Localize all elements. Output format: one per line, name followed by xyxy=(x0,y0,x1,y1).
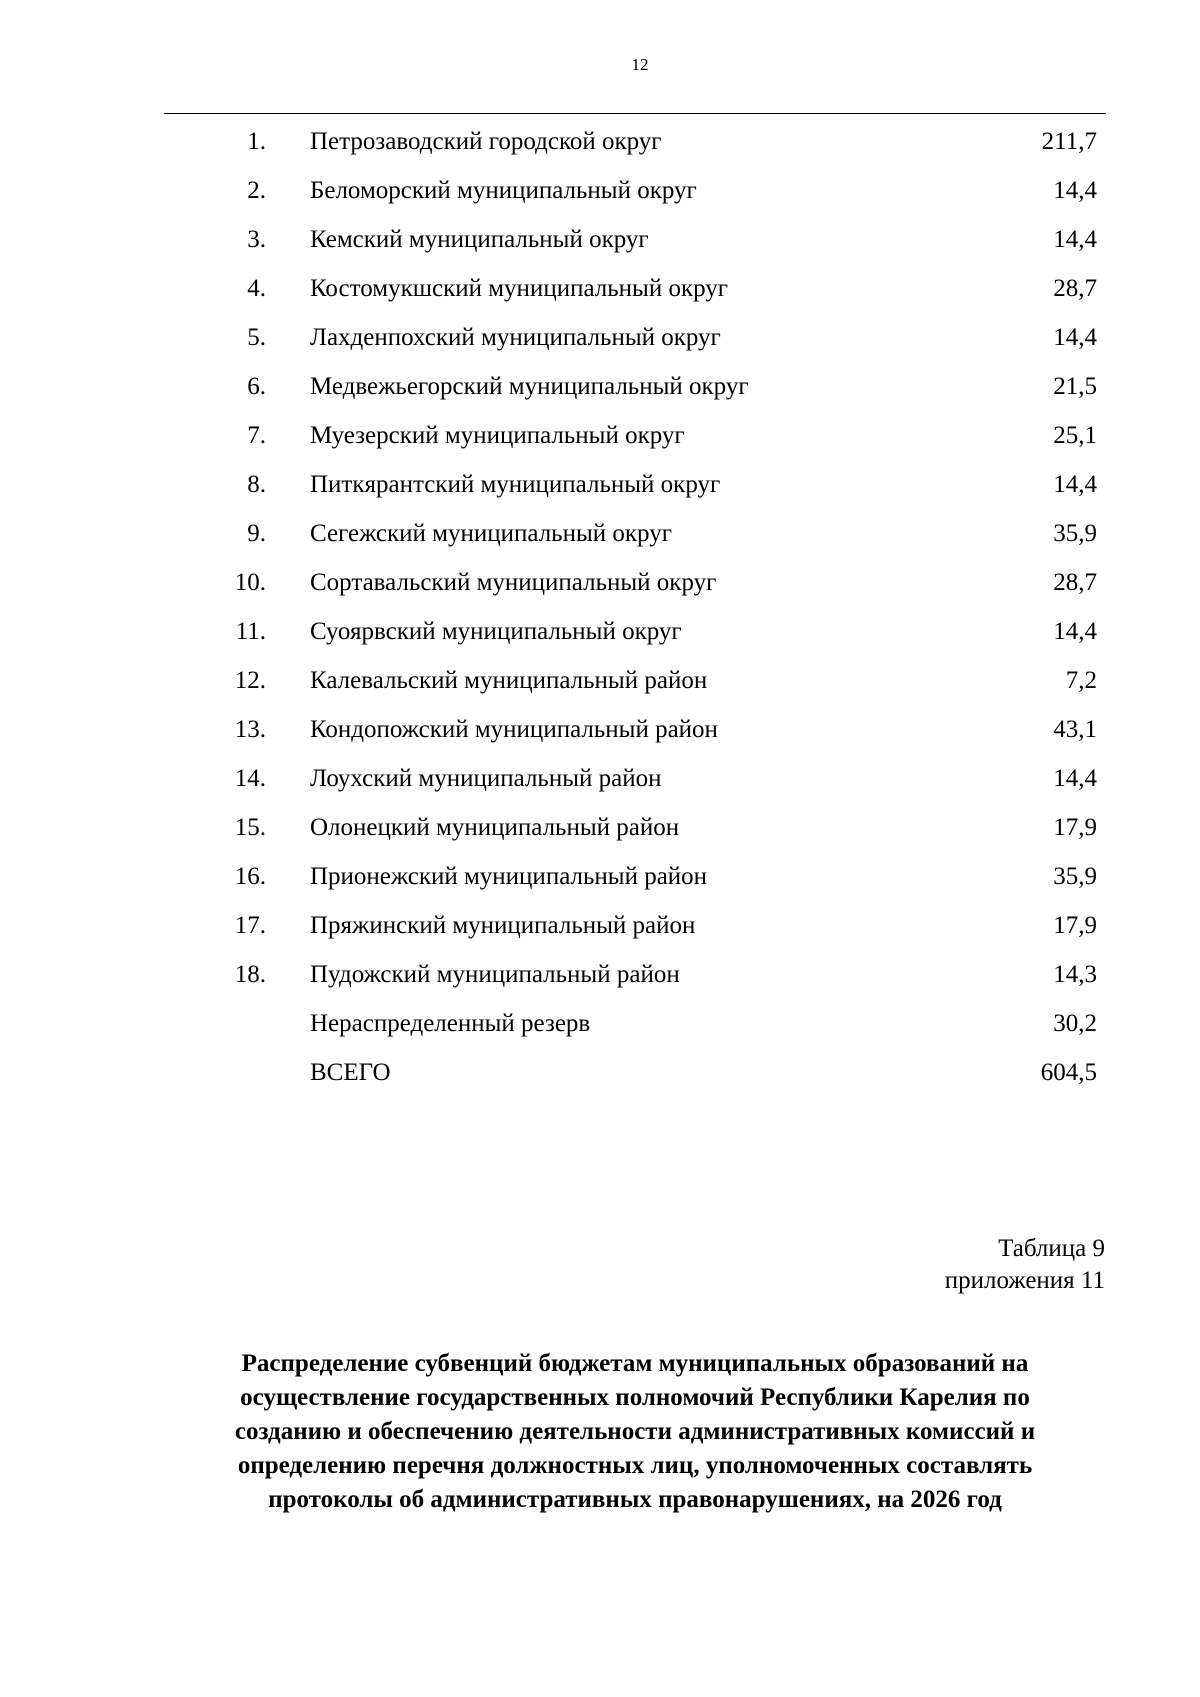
table-row xyxy=(164,852,1106,901)
row-number: 9. xyxy=(247,520,266,547)
row-name: Петрозаводский городской округ xyxy=(310,128,662,155)
table-row xyxy=(164,950,1106,999)
row-value: 43,1 xyxy=(1053,716,1097,743)
total-row xyxy=(164,1048,1106,1097)
row-value: 17,9 xyxy=(1053,814,1097,841)
row-value: 30,2 xyxy=(1053,1010,1097,1037)
row-name: Олонецкий муниципальный район xyxy=(310,814,680,841)
row-name: Пудожский муниципальный район xyxy=(310,961,680,988)
row-value: 604,5 xyxy=(1040,1059,1097,1086)
section-heading xyxy=(160,1347,1110,1517)
row-name: Костомукшский муниципальный округ xyxy=(310,275,729,302)
table-row xyxy=(164,754,1106,803)
row-value: 28,7 xyxy=(1053,275,1097,302)
table-row xyxy=(164,362,1106,411)
table-row xyxy=(164,705,1106,754)
row-name: Кондопожский муниципальный район xyxy=(310,716,718,743)
heading-line: протоколы об административных правонарушениях, на 2026 год xyxy=(268,1486,1002,1513)
row-number: 17. xyxy=(234,912,266,939)
row-name: Прионежский муниципальный район xyxy=(310,863,708,890)
row-number: 14. xyxy=(234,765,266,792)
row-value: 14,4 xyxy=(1053,765,1097,792)
table-row xyxy=(164,656,1106,705)
table-row xyxy=(164,117,1106,166)
row-name: Суоярвский муниципальный округ xyxy=(310,618,682,645)
row-value: 17,9 xyxy=(1053,912,1097,939)
row-name: Сегежский муниципальный округ xyxy=(310,520,672,547)
row-number: 7. xyxy=(247,422,266,449)
row-number: 4. xyxy=(247,275,266,302)
row-name: Муезерский муниципальный округ xyxy=(310,422,685,449)
row-value: 14,4 xyxy=(1053,618,1097,645)
table-row xyxy=(164,215,1106,264)
row-value: 35,9 xyxy=(1053,520,1097,547)
row-value: 7,2 xyxy=(1065,667,1097,694)
row-name: Нераспределенный резерв xyxy=(310,1010,591,1037)
row-number: 10. xyxy=(234,569,266,596)
row-name: Беломорский муниципальный округ xyxy=(310,177,697,204)
row-name: Питкярантский муниципальный округ xyxy=(310,471,721,498)
heading-line: созданию и обеспечению деятельности административных комиссий и xyxy=(234,1418,1036,1445)
table-row xyxy=(164,166,1106,215)
table-row xyxy=(164,803,1106,852)
row-number: 8. xyxy=(247,471,266,498)
table-caption xyxy=(945,1233,1105,1297)
row-name: Медвежьегорский муниципальный округ xyxy=(310,373,749,400)
row-number: 18. xyxy=(234,961,266,988)
row-number: 11. xyxy=(235,618,266,645)
row-number: 6. xyxy=(247,373,266,400)
row-value: 35,9 xyxy=(1053,863,1097,890)
allocation-table xyxy=(164,117,1106,1097)
table-row xyxy=(164,460,1106,509)
row-number: 16. xyxy=(234,863,266,890)
row-value: 14,4 xyxy=(1053,471,1097,498)
row-number: 13. xyxy=(234,716,266,743)
row-name: ВСЕГО xyxy=(310,1059,391,1086)
row-name: Лахденпохский муниципальный округ xyxy=(310,324,721,351)
row-number: 3. xyxy=(247,226,266,253)
table-row xyxy=(164,313,1106,362)
table-row xyxy=(164,901,1106,950)
heading-line: определению перечня должностных лиц, уполномоченных составлять xyxy=(237,1452,1033,1479)
row-name: Сортавальский муниципальный округ xyxy=(310,569,717,596)
reserve-row xyxy=(164,999,1106,1048)
table-row xyxy=(164,607,1106,656)
row-value: 211,7 xyxy=(1041,128,1097,155)
row-value: 14,4 xyxy=(1053,226,1097,253)
table-row xyxy=(164,558,1106,607)
row-value: 14,4 xyxy=(1053,177,1097,204)
table-row xyxy=(164,509,1106,558)
row-number: 15. xyxy=(234,814,266,841)
row-value: 14,4 xyxy=(1053,324,1097,351)
table-row xyxy=(164,411,1106,460)
row-value: 21,5 xyxy=(1053,373,1097,400)
heading-line: Распределение субвенций бюджетам муниципальных образований на xyxy=(241,1350,1029,1377)
row-name: Пряжинский муниципальный район xyxy=(310,912,696,939)
row-number: 5. xyxy=(247,324,266,351)
table-top-rule xyxy=(164,113,1106,114)
row-number: 2. xyxy=(247,177,266,204)
row-name: Калевальский муниципальный район xyxy=(310,667,708,694)
row-number: 1. xyxy=(247,128,266,155)
row-value: 28,7 xyxy=(1053,569,1097,596)
table-caption-line: Таблица 9 xyxy=(998,1235,1105,1262)
table-row xyxy=(164,264,1106,313)
table-caption-line: приложения 11 xyxy=(944,1267,1105,1294)
row-value: 25,1 xyxy=(1053,422,1097,449)
row-value: 14,3 xyxy=(1053,961,1097,988)
row-name: Лоухский муниципальный район xyxy=(310,765,662,792)
row-number: 12. xyxy=(234,667,266,694)
page-number: 12 xyxy=(631,55,649,74)
heading-line: осуществление государственных полномочий Республики Карелия по xyxy=(240,1384,1030,1411)
row-name: Кемский муниципальный округ xyxy=(310,226,649,253)
